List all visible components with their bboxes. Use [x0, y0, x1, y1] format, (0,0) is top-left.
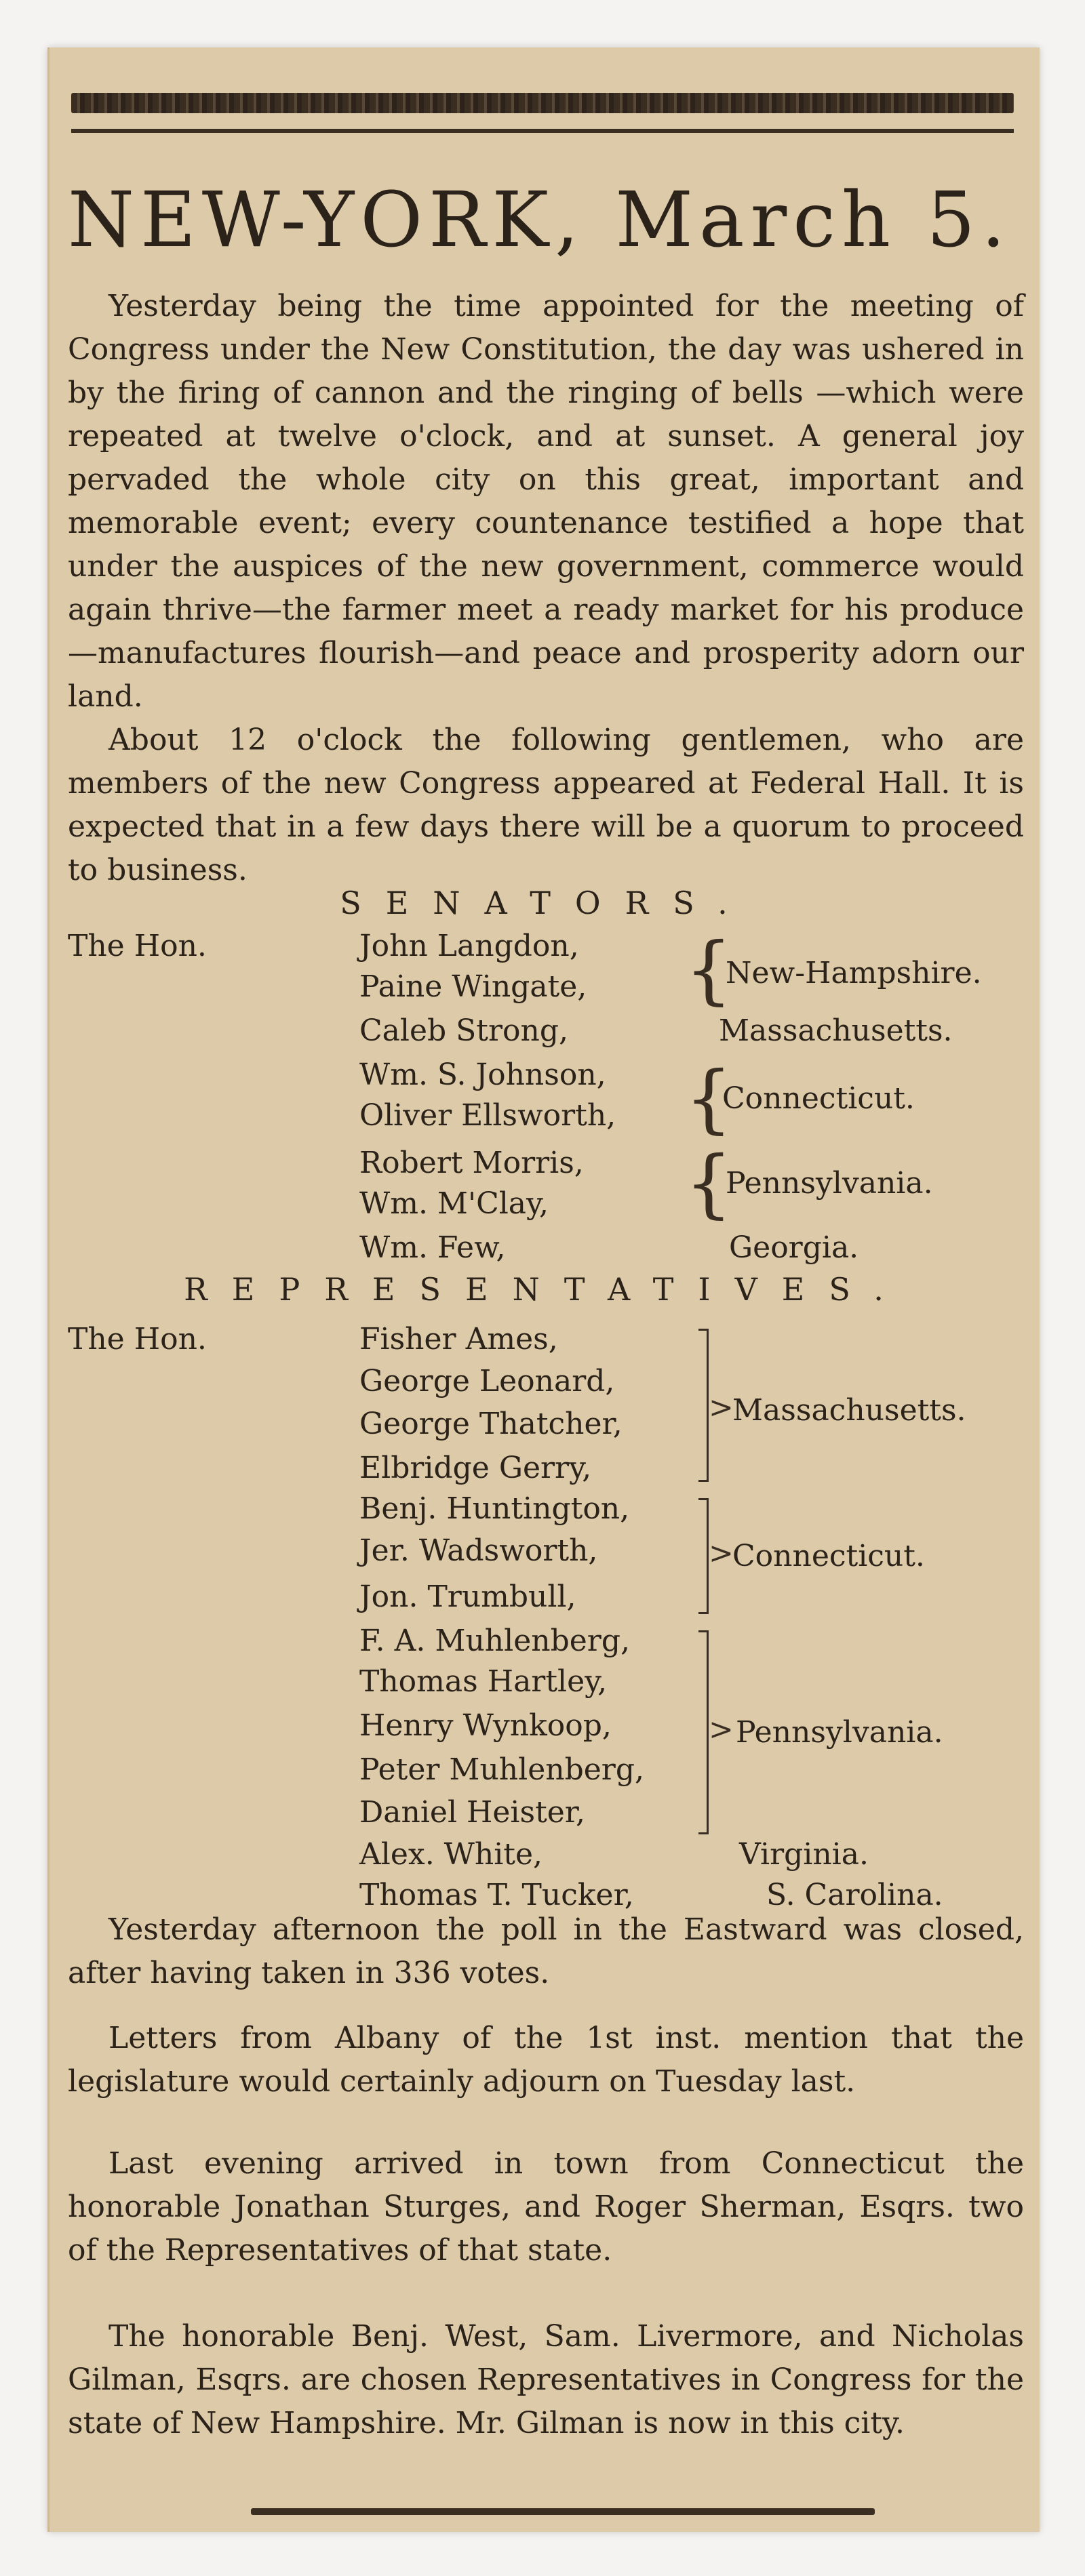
brace-icon: { — [685, 1140, 732, 1226]
bottom-rule — [251, 2508, 875, 2515]
representative-name: Daniel Heister, — [359, 1795, 585, 1830]
bracket-point-icon: > — [709, 1536, 734, 1571]
representative-name: George Thatcher, — [359, 1407, 623, 1441]
representative-name: George Leonard, — [359, 1364, 615, 1398]
senator-name: John Langdon, — [359, 929, 579, 963]
representatives-hon-label: The Hon. — [68, 1322, 207, 1356]
state-new-hampshire: New-Hampshire. — [726, 956, 982, 990]
representative-name: Thomas Hartley, — [359, 1664, 608, 1699]
senator-name: Wm. S. Johnson, — [359, 1058, 606, 1092]
representative-name: Thomas T. Tucker, — [359, 1878, 634, 1912]
representative-name: Elbridge Gerry, — [359, 1451, 592, 1485]
state-pennsylvania: Pennsylvania. — [726, 1166, 933, 1201]
senator-name: Wm. Few, — [359, 1230, 506, 1265]
senators-heading: SENATORS. — [340, 885, 752, 921]
representative-name: Henry Wynkoop, — [359, 1708, 612, 1743]
representative-name: Fisher Ames, — [359, 1322, 558, 1356]
state-south-carolina: S. Carolina. — [766, 1878, 943, 1912]
representative-name: Alex. White, — [359, 1837, 543, 1872]
state-connecticut: Connecticut. — [722, 1081, 915, 1116]
representative-name: F. A. Muhlenberg, — [359, 1624, 630, 1658]
paragraph-albany-letters: Letters from Albany of the 1st inst. mention that the legislature would certainly adjourn on Tuesday last. — [68, 2021, 1024, 2099]
state-pennsylvania: Pennsylvania. — [736, 1715, 943, 1750]
bracket-line — [698, 1498, 709, 1614]
top-thin-rule — [71, 129, 1014, 133]
dateline-heading: NEW-YORK, March 5. — [68, 176, 1012, 264]
senator-name: Caleb Strong, — [359, 1013, 568, 1048]
paragraph-members-appeared: About 12 o'clock the following gentlemen, who are members of the new Congress appeared at Federal Hall. It is expected that in a few days there will be a quorum to proceed to business. — [68, 723, 1024, 887]
state-connecticut: Connecticut. — [732, 1539, 925, 1573]
bracket-line — [698, 1630, 709, 1834]
senator-name: Robert Morris, — [359, 1146, 584, 1180]
brace-icon: { — [685, 926, 732, 1013]
representatives-heading: REPRESENTATIVES. — [184, 1271, 908, 1308]
representative-name: Benj. Huntington, — [359, 1491, 630, 1526]
senator-name: Wm. M'Clay, — [359, 1186, 549, 1221]
brace-icon: { — [685, 1055, 732, 1142]
state-georgia: Georgia. — [729, 1230, 859, 1265]
top-ornamental-rule — [71, 93, 1014, 113]
paragraph-connecticut-arrivals: Last evening arrived in town from Connecticut the honorable Jonathan Sturges, and Roger Sherman, Esqrs. two of the Representatives of that state. — [68, 2146, 1024, 2268]
senator-name: Paine Wingate, — [359, 969, 587, 1004]
representative-name: Peter Muhlenberg, — [359, 1752, 644, 1787]
representative-name: Jer. Wadsworth, — [359, 1533, 598, 1568]
representative-name: Jon. Trumbull, — [359, 1579, 576, 1614]
state-massachusetts: Massachusetts. — [732, 1393, 966, 1428]
state-massachusetts: Massachusetts. — [719, 1013, 953, 1048]
bracket-line — [698, 1329, 709, 1482]
bracket-point-icon: > — [709, 1712, 734, 1747]
senators-hon-label: The Hon. — [68, 929, 207, 963]
senator-name: Oliver Ellsworth, — [359, 1098, 616, 1133]
paragraph-congress-meeting: Yesterday being the time appointed for the meeting of Congress under the New Constitution, the day was ushered in by the firing of cannon and the ringing of bells —which were repeated at twelve o'clock, and at sunset. A general joy pervaded the whole city on this great, important and memorable event; every countenance testified a hope that under the auspices of the new government, commerce would again thrive—the farmer meet a ready market for his produce—manufactures flourish—and peace and prosperity adorn our land. — [68, 289, 1024, 714]
paragraph-poll-closed: Yesterday afternoon the poll in the Eastward was closed, after having taken in 336 votes. — [68, 1912, 1024, 1990]
state-virginia: Virginia. — [739, 1837, 869, 1872]
paragraph-new-hampshire-representatives: The honorable Benj. West, Sam. Livermore, and Nicholas Gilman, Esqrs. are chosen Representatives in Congress for the state of New Hampshire. Mr. Gilman is now in this city. — [68, 2319, 1024, 2440]
bracket-point-icon: > — [709, 1390, 734, 1425]
